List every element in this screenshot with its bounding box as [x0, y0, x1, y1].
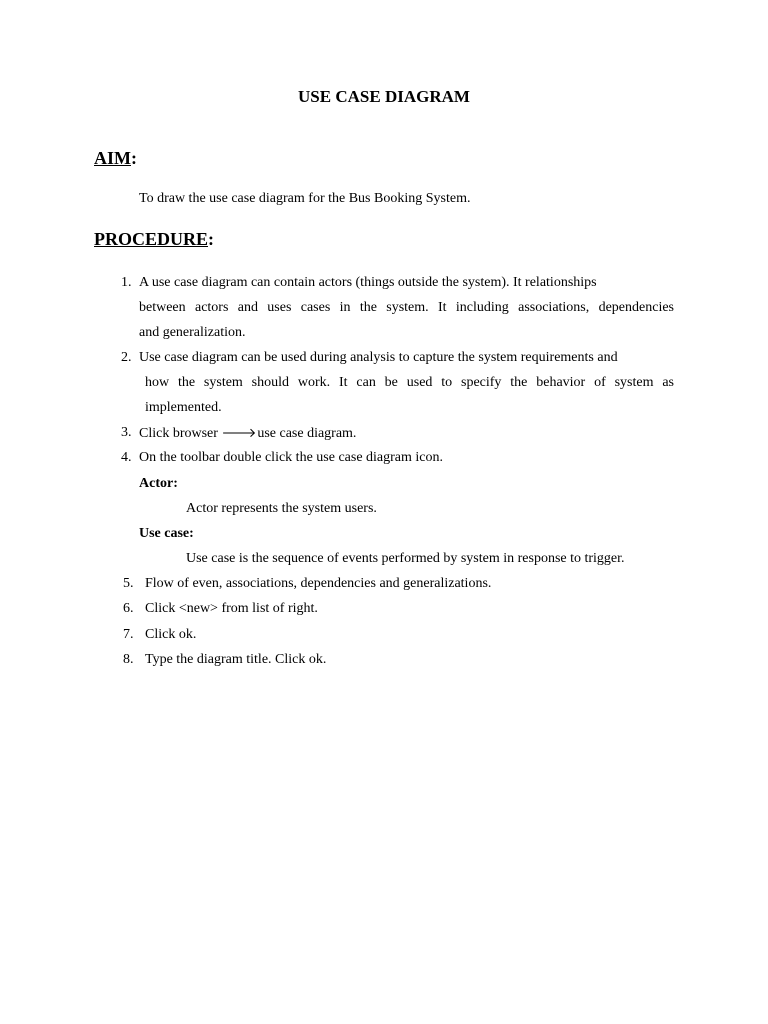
- step-6-text: Click <new> from list of right.: [145, 601, 318, 616]
- actor-label: Actor:: [139, 476, 178, 491]
- procedure-heading-text: PROCEDURE: [94, 229, 209, 249]
- page-title: USE CASE DIAGRAM: [298, 87, 470, 106]
- step-number-6: 6.: [123, 601, 134, 616]
- step-3-before-arrow: Click browser: [139, 426, 222, 441]
- aim-heading-colon: :: [131, 148, 137, 168]
- actor-description: Actor represents the system users.: [186, 501, 377, 516]
- step-7-text: Click ok.: [145, 627, 197, 642]
- use-case-description: Use case is the sequence of events performed by system in response to trigger.: [186, 551, 625, 566]
- step-2-line-2: how the system should work. It can be used to specify the behavior of system as: [145, 375, 674, 390]
- step-5-text: Flow of even, associations, dependencies and generalizations.: [145, 576, 492, 591]
- step-number-7: 7.: [123, 627, 134, 642]
- step-3-text: [139, 425, 356, 442]
- step-8-text: Type the diagram title. Click ok.: [145, 652, 327, 667]
- right-arrow-icon: 🡒: [221, 426, 257, 441]
- procedure-heading-colon: :: [208, 229, 215, 249]
- aim-heading-text: AIM: [94, 148, 131, 168]
- step-number-4: 4.: [121, 450, 132, 465]
- use-case-label: Use case:: [139, 526, 194, 541]
- step-number-2: 2.: [121, 350, 132, 365]
- step-1-line-2: between actors and uses cases in the system. It including associations, dependencies: [139, 300, 674, 315]
- aim-text: To draw the use case diagram for the Bus Booking System.: [139, 191, 471, 206]
- step-number-3: 3.: [121, 425, 132, 440]
- step-1-line-3: and generalization.: [139, 325, 246, 340]
- procedure-heading: [94, 229, 214, 250]
- aim-heading: [94, 148, 137, 169]
- step-2-line-3: implemented.: [145, 400, 222, 415]
- step-number-5: 5.: [123, 576, 134, 591]
- step-1-line-1: A use case diagram can contain actors (things outside the system). It relationships: [139, 275, 597, 290]
- step-3-after-arrow: use case diagram.: [257, 426, 357, 441]
- step-number-1: 1.: [121, 275, 132, 290]
- step-number-8: 8.: [123, 652, 134, 667]
- step-2-line-1: Use case diagram can be used during analysis to capture the system requirements and: [139, 350, 618, 365]
- step-4-text: On the toolbar double click the use case diagram icon.: [139, 450, 444, 465]
